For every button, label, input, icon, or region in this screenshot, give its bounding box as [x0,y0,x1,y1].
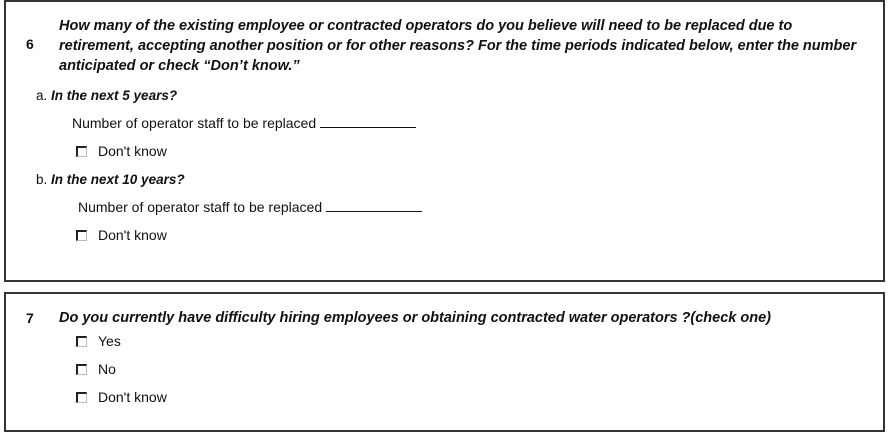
question-6b-dont-know-label: Don't know [98,227,167,243]
question-6b-answer-line[interactable] [326,199,422,212]
question-7-option-no[interactable] [76,361,116,377]
question-6-box [4,0,885,282]
question-6-number: 6 [26,36,34,52]
checkbox-icon[interactable] [76,392,87,403]
question-7-option-label: No [98,361,116,377]
question-7-text: Do you currently have difficulty hiring employees or obtaining contracted water operators ?(check one) [59,310,771,326]
question-6b-field-label: Number of operator staff to be replaced [78,199,323,215]
question-6b-label [36,172,185,187]
question-6b-text: In the next 10 years? [51,172,185,187]
question-6b-dont-know-option[interactable] [76,227,167,243]
question-7-option-dont-know[interactable] [76,389,167,405]
checkbox-icon[interactable] [76,230,87,241]
question-7-number: 7 [26,310,34,326]
question-6a-text: In the next 5 years? [51,88,178,103]
question-6b-field [78,199,422,215]
checkbox-icon[interactable] [76,364,87,375]
question-7-option-label: Don't know [98,389,167,405]
question-6a-label [36,88,177,103]
question-6a-dont-know-option[interactable] [76,143,167,159]
question-6-text: How many of the existing employee or contracted operators do you believe will need to be replaced due to retirement, accepting another position or for other reasons? For the time periods indicated below, enter the number anticipated or check “Don’t know.” [59,18,857,74]
question-6a-letter: a. [36,88,48,103]
checkbox-icon[interactable] [76,336,87,347]
question-6a-field-label: Number of operator staff to be replaced [72,115,317,131]
question-6a-answer-line[interactable] [320,115,416,128]
question-6a-field [72,115,416,131]
question-7-option-yes[interactable] [76,333,121,349]
question-7-option-label: Yes [98,333,121,349]
checkbox-icon[interactable] [76,146,87,157]
question-6a-dont-know-label: Don't know [98,143,167,159]
question-6b-letter: b. [36,172,48,187]
question-7-box [4,292,885,432]
